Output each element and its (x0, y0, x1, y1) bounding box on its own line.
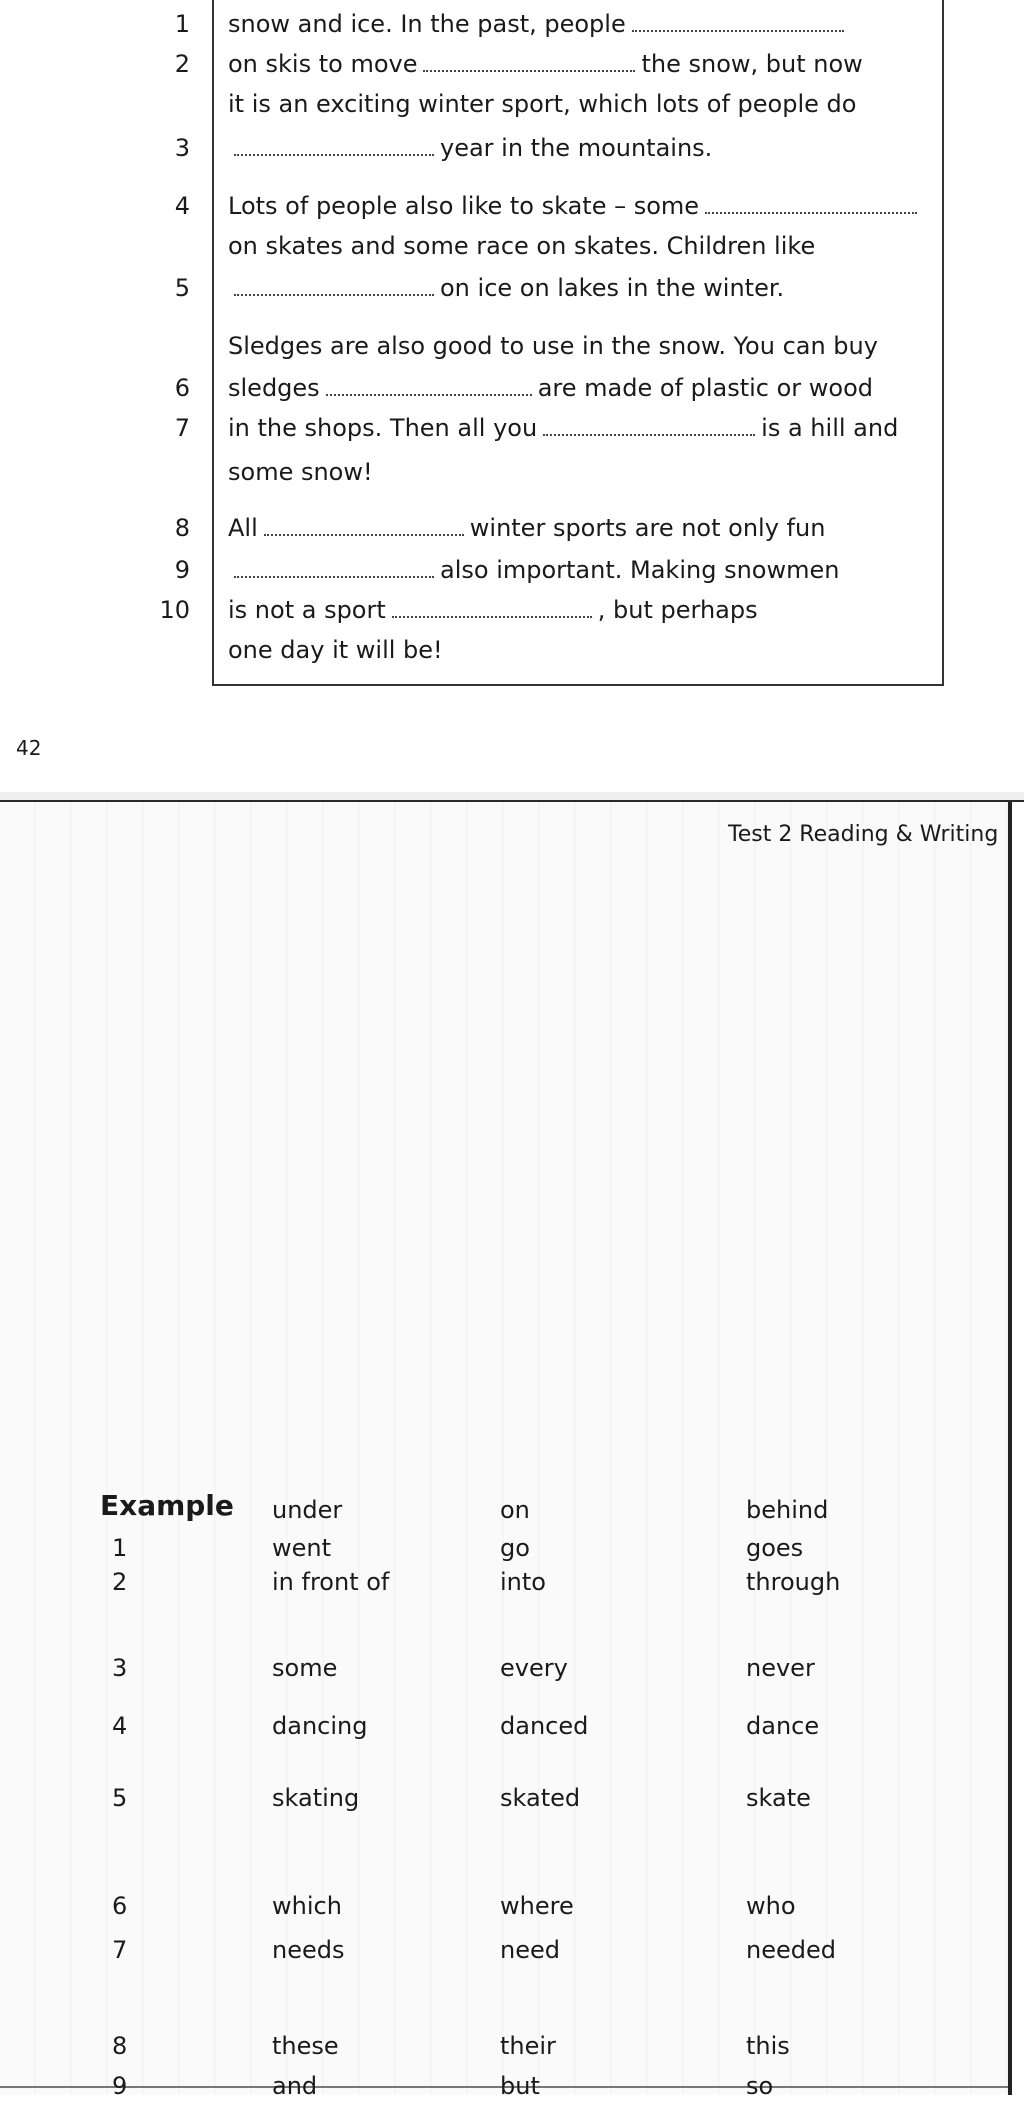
text-segment: Lots of people also like to skate – some (228, 192, 700, 220)
passage-line (0, 268, 1024, 308)
line-text (228, 226, 815, 266)
option-a: went (272, 1534, 332, 1562)
text-segment: one day it will be! (228, 636, 443, 664)
line-number: 9 (174, 556, 190, 584)
passage-line (0, 186, 1024, 226)
passage-line (0, 326, 1024, 366)
text-segment: are made of plastic or wood (537, 374, 874, 402)
answer-blank (234, 294, 434, 296)
option-b: danced (500, 1712, 589, 1740)
passage-line (0, 630, 1024, 670)
text-segment: is not a sport (228, 596, 386, 624)
option-number: 3 (112, 1654, 128, 1682)
option-number: 8 (112, 2032, 128, 2060)
option-c: through (746, 1568, 841, 1596)
text-segment: also important. Making snowmen (440, 556, 840, 584)
option-a: in front of (272, 1568, 390, 1596)
line-number: 1 (174, 10, 190, 38)
page-separator (0, 792, 1024, 800)
passage-line (0, 590, 1024, 630)
example-label: Example (100, 1489, 234, 1522)
option-a: dancing (272, 1712, 368, 1740)
option-c: needed (746, 1936, 836, 1964)
text-segment: snow and ice. In the past, people (228, 10, 626, 38)
passage-line (0, 368, 1024, 408)
option-number: 2 (112, 1568, 128, 1596)
passage-line (0, 4, 1024, 44)
text-segment: year in the mountains. (440, 134, 713, 162)
text-segment: All (228, 514, 258, 542)
option-c: never (746, 1654, 815, 1682)
option-a: skating (272, 1784, 360, 1812)
line-number: 7 (174, 414, 190, 442)
passage-line (0, 84, 1024, 124)
option-a: and (272, 2072, 318, 2100)
option-c: so (746, 2072, 774, 2100)
option-b: need (500, 1936, 560, 1964)
option-c: behind (746, 1496, 829, 1524)
option-c: skate (746, 1784, 811, 1812)
test-header: Test 2 Reading & Writing (728, 822, 999, 847)
page-top (0, 0, 1024, 792)
line-number: 4 (174, 192, 190, 220)
text-segment: is a hill and (761, 414, 899, 442)
passage-line (0, 128, 1024, 168)
option-c: who (746, 1892, 796, 1920)
option-number: 6 (112, 1892, 128, 1920)
text-segment: on ice on lakes in the winter. (440, 274, 785, 302)
line-number: 3 (174, 134, 190, 162)
line-number: 6 (174, 374, 190, 402)
line-text (228, 326, 878, 366)
text-segment: some snow! (228, 458, 373, 486)
line-text (228, 508, 825, 548)
line-text (228, 84, 856, 124)
line-text (228, 590, 758, 630)
option-number: 9 (112, 2072, 128, 2100)
text-segment: on skates and some race on skates. Children like (228, 232, 816, 260)
text-segment: , but perhaps (597, 596, 758, 624)
option-c: this (746, 2032, 790, 2060)
page-edge (1008, 802, 1012, 2095)
passage-line (0, 452, 1024, 492)
option-a: these (272, 2032, 339, 2060)
line-text (228, 550, 839, 590)
answer-blank (543, 434, 755, 436)
line-text (228, 368, 873, 408)
option-b: every (500, 1654, 568, 1682)
option-b: into (500, 1568, 546, 1596)
line-text (228, 44, 863, 84)
passage-line (0, 44, 1024, 84)
text-segment: it is an exciting winter sport, which lots of people do (228, 90, 857, 118)
answer-blank (326, 394, 532, 396)
line-text (228, 4, 850, 44)
option-b: on (500, 1496, 530, 1524)
answer-blank (234, 576, 434, 578)
answer-blank (264, 534, 464, 536)
line-number: 5 (174, 274, 190, 302)
line-text (228, 268, 784, 308)
line-text (228, 452, 373, 492)
line-number: 8 (174, 514, 190, 542)
answer-blank (705, 212, 917, 214)
line-text (228, 630, 443, 670)
line-text (228, 408, 898, 448)
option-b: go (500, 1534, 530, 1562)
passage-line (0, 226, 1024, 266)
option-a: under (272, 1496, 343, 1524)
option-b: their (500, 2032, 556, 2060)
option-c: goes (746, 1534, 804, 1562)
page-number: 42 (16, 736, 42, 760)
text-segment: sledges (228, 374, 320, 402)
option-b: but (500, 2072, 540, 2100)
answer-blank (632, 30, 844, 32)
answer-blank (234, 154, 434, 156)
line-text (228, 186, 923, 226)
passage-line (0, 408, 1024, 448)
option-a: which (272, 1892, 342, 1920)
answer-blank (392, 616, 592, 618)
option-number: 7 (112, 1936, 128, 1964)
option-b: where (500, 1892, 574, 1920)
option-number: 1 (112, 1534, 128, 1562)
line-text (228, 128, 712, 168)
passage-line (0, 508, 1024, 548)
text-segment: Sledges are also good to use in the snow. You can buy (228, 332, 878, 360)
option-c: dance (746, 1712, 820, 1740)
line-number: 10 (159, 596, 190, 624)
line-number: 2 (174, 50, 190, 78)
option-number: 4 (112, 1712, 128, 1740)
option-a: some (272, 1654, 338, 1682)
text-segment: in the shops. Then all you (228, 414, 538, 442)
text-segment: on skis to move (228, 50, 418, 78)
text-segment: the snow, but now (641, 50, 863, 78)
option-a: needs (272, 1936, 345, 1964)
text-segment: winter sports are not only fun (469, 514, 826, 542)
passage-line (0, 550, 1024, 590)
option-number: 5 (112, 1784, 128, 1812)
option-b: skated (500, 1784, 581, 1812)
answer-blank (423, 70, 635, 72)
